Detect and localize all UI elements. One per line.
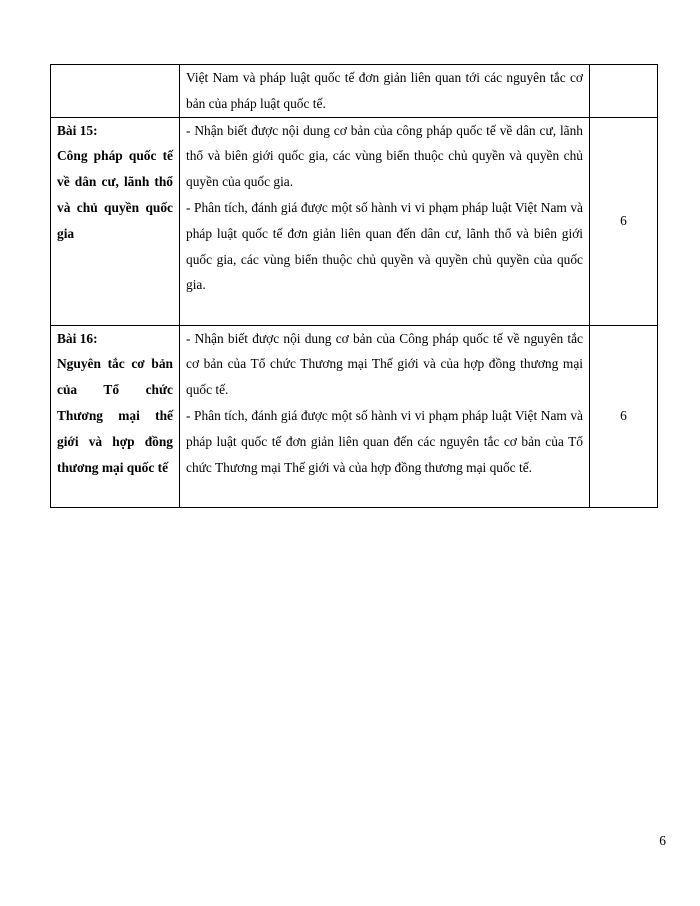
lesson-number: Bài 16: [57,330,98,346]
page-number: 6 [659,833,666,848]
lesson-number: Bài 15: [57,122,98,138]
requirements-cell [180,65,590,118]
lesson-cell-empty [51,65,180,118]
table-row-continuation [51,65,658,118]
table-row-lesson-16 [51,325,658,507]
lesson-title: Nguyên tắc cơ bản của Tổ chức Thương mại thế giới và hợp đồng thương mại quốc tế [57,356,173,475]
requirement-text: Việt Nam và pháp luật quốc tế đơn giản liên quan tới các nguyên tắc cơ bản của pháp luật quốc tế. [186,70,583,111]
lesson-cell [51,325,180,507]
requirement-text: - Phân tích, đánh giá được một số hành vi vi phạm pháp luật Việt Nam và pháp luật quốc tế đơn giản liên quan đến các nguyên tắc cơ bản của Tổ chức Thương mại Thế giới và của hợp đồng thương mại quốc tế. [186,407,583,475]
table-row-lesson-15 [51,117,658,325]
periods-value: 6 [590,325,658,507]
requirements-cell [180,325,590,507]
requirements-cell [180,117,590,325]
curriculum-table [50,64,658,508]
requirement-text: - Phân tích, đánh giá được một số hành vi vi phạm pháp luật Việt Nam và pháp luật quốc tế đơn giản liên quan đến dân cư, lãnh thổ và biên giới quốc gia, các vùng biển thuộc chủ quyền và quyền chủ quyền của quốc gia. [186,199,583,293]
lesson-title: Công pháp quốc tế về dân cư, lãnh thổ và chủ quyền quốc gia [57,148,173,241]
requirement-text: - Nhận biết được nội dung cơ bản của Công pháp quốc tế về nguyên tắc cơ bản của Tổ chức Thương mại Thế giới và của hợp đồng thương mại quốc tế. [186,330,583,398]
lesson-cell [51,117,180,325]
periods-cell-empty [590,65,658,118]
requirement-text: - Nhận biết được nội dung cơ bản của công pháp quốc tế về dân cư, lãnh thổ và biên giới quốc gia, các vùng biển thuộc chủ quyền và quyền chủ quyền của quốc gia. [186,122,583,190]
periods-value: 6 [590,117,658,325]
